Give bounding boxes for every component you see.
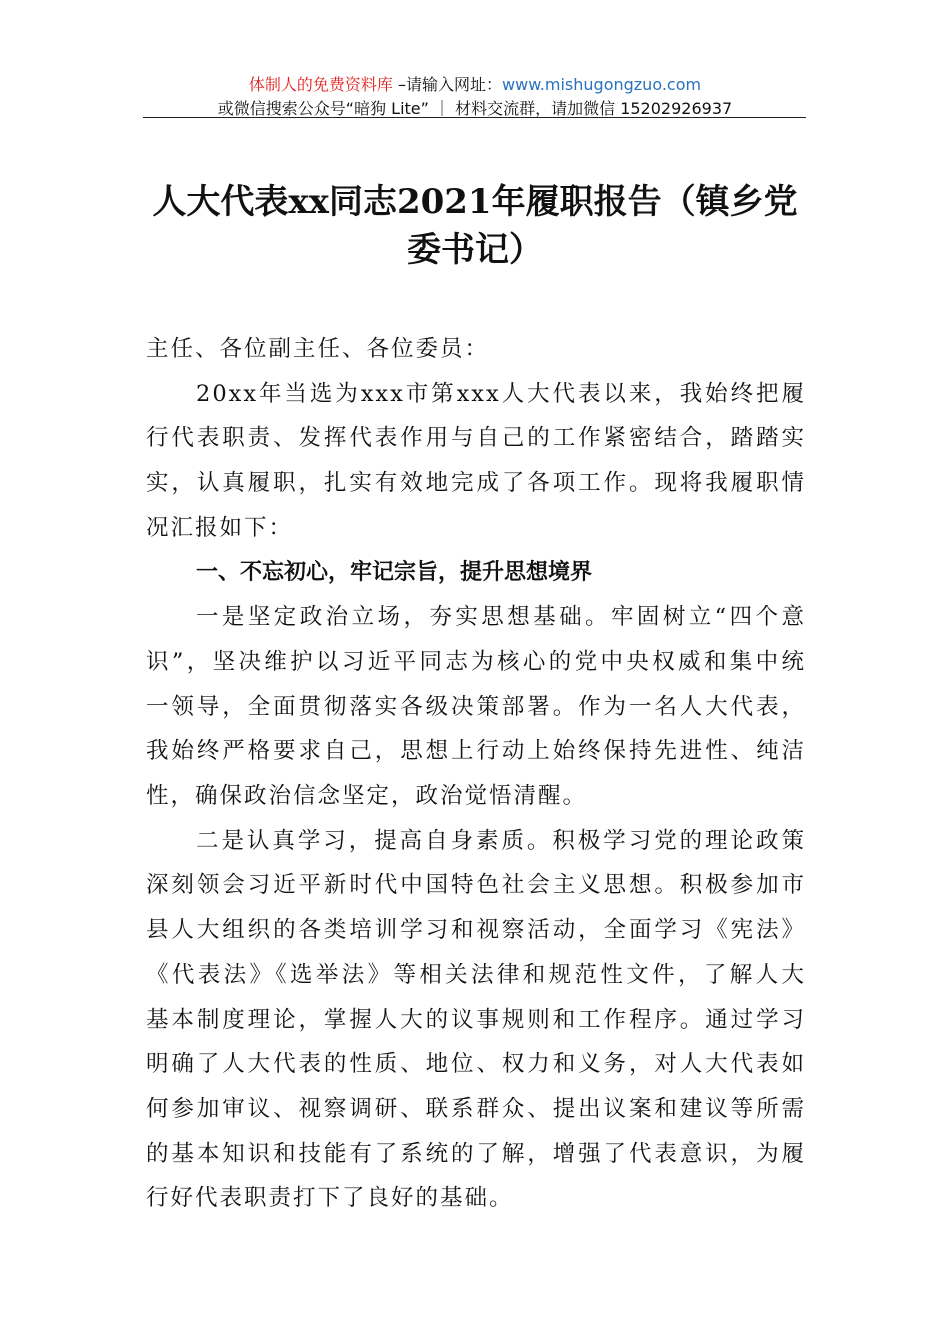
header-rule [143,117,806,118]
body-line: 一是坚定政治立场，夯实思想基础。牢固树立“四个意 [196,604,806,631]
body-line: 明确了人大代表的性质、地位、权力和义务，对人大代表如 [146,1051,806,1078]
body-line: 我始终严格要求自己，思想上行动上始终保持先进性、纯洁 [146,738,806,765]
body-line: 主任、各位副主任、各位委员： [146,336,490,362]
body-line: 行代表职责、发挥代表作用与自己的工作紧密结合，踏踏实 [146,425,806,452]
body-line: 况汇报如下： [146,514,294,541]
body-line: 何参加审议、视察调研、联系群众、提出议案和建议等所需 [146,1095,806,1122]
body-line: 性，确保政治信念坚定，政治觉悟清醒。 [146,783,588,809]
body-line: 基本制度理论，掌握人大的议事规则和工作程序。通过学习 [146,1006,806,1033]
title-line-2: 委书记） [407,230,543,270]
title-line-1: 人大代表xx同志2021年履职报告（镇乡党 [152,182,798,222]
body-line: 《代表法》《选举法》等相关法律和规范性文件，了解人大 [146,961,806,988]
body-line: 二是认真学习，提高自身素质。积极学习党的理论政策 [196,827,806,854]
header-line-1 [0,72,950,95]
header-line-2: 或微信搜索公众号“暗狗 Lite” ｜ 材料交流群，请加微信 15202926937 [217,99,733,118]
site-url[interactable]: www.mishugongzuo.com [502,75,702,94]
body-line: 20xx年当选为xxx市第xxx人大代表以来，我始终把履 [196,380,806,407]
section-heading: 一、不忘初心，牢记宗旨，提升思想境界 [196,559,593,585]
body-line: 一领导，全面贯彻落实各级决策部署。作为一名人大代表， [146,693,806,720]
body-line: 识”，坚决维护以习近平同志为核心的党中央权威和集中统 [146,648,806,675]
body-line: 的基本知识和技能有了系统的了解，增强了代表意识，为履 [146,1140,806,1167]
site-name: 体制人的免费资料库 [248,75,393,94]
body-line: 行好代表职责打下了良好的基础。 [146,1185,514,1212]
body-line: 实，认真履职，扎实有效地完成了各项工作。现将我履职情 [146,470,806,497]
site-separator: –请输入网址： [392,75,503,94]
body-line: 深刻领会习近平新时代中国特色社会主义思想。积极参加市 [146,872,806,899]
body-line: 县人大组织的各类培训学习和视察活动，全面学习《宪法》 [146,917,806,944]
